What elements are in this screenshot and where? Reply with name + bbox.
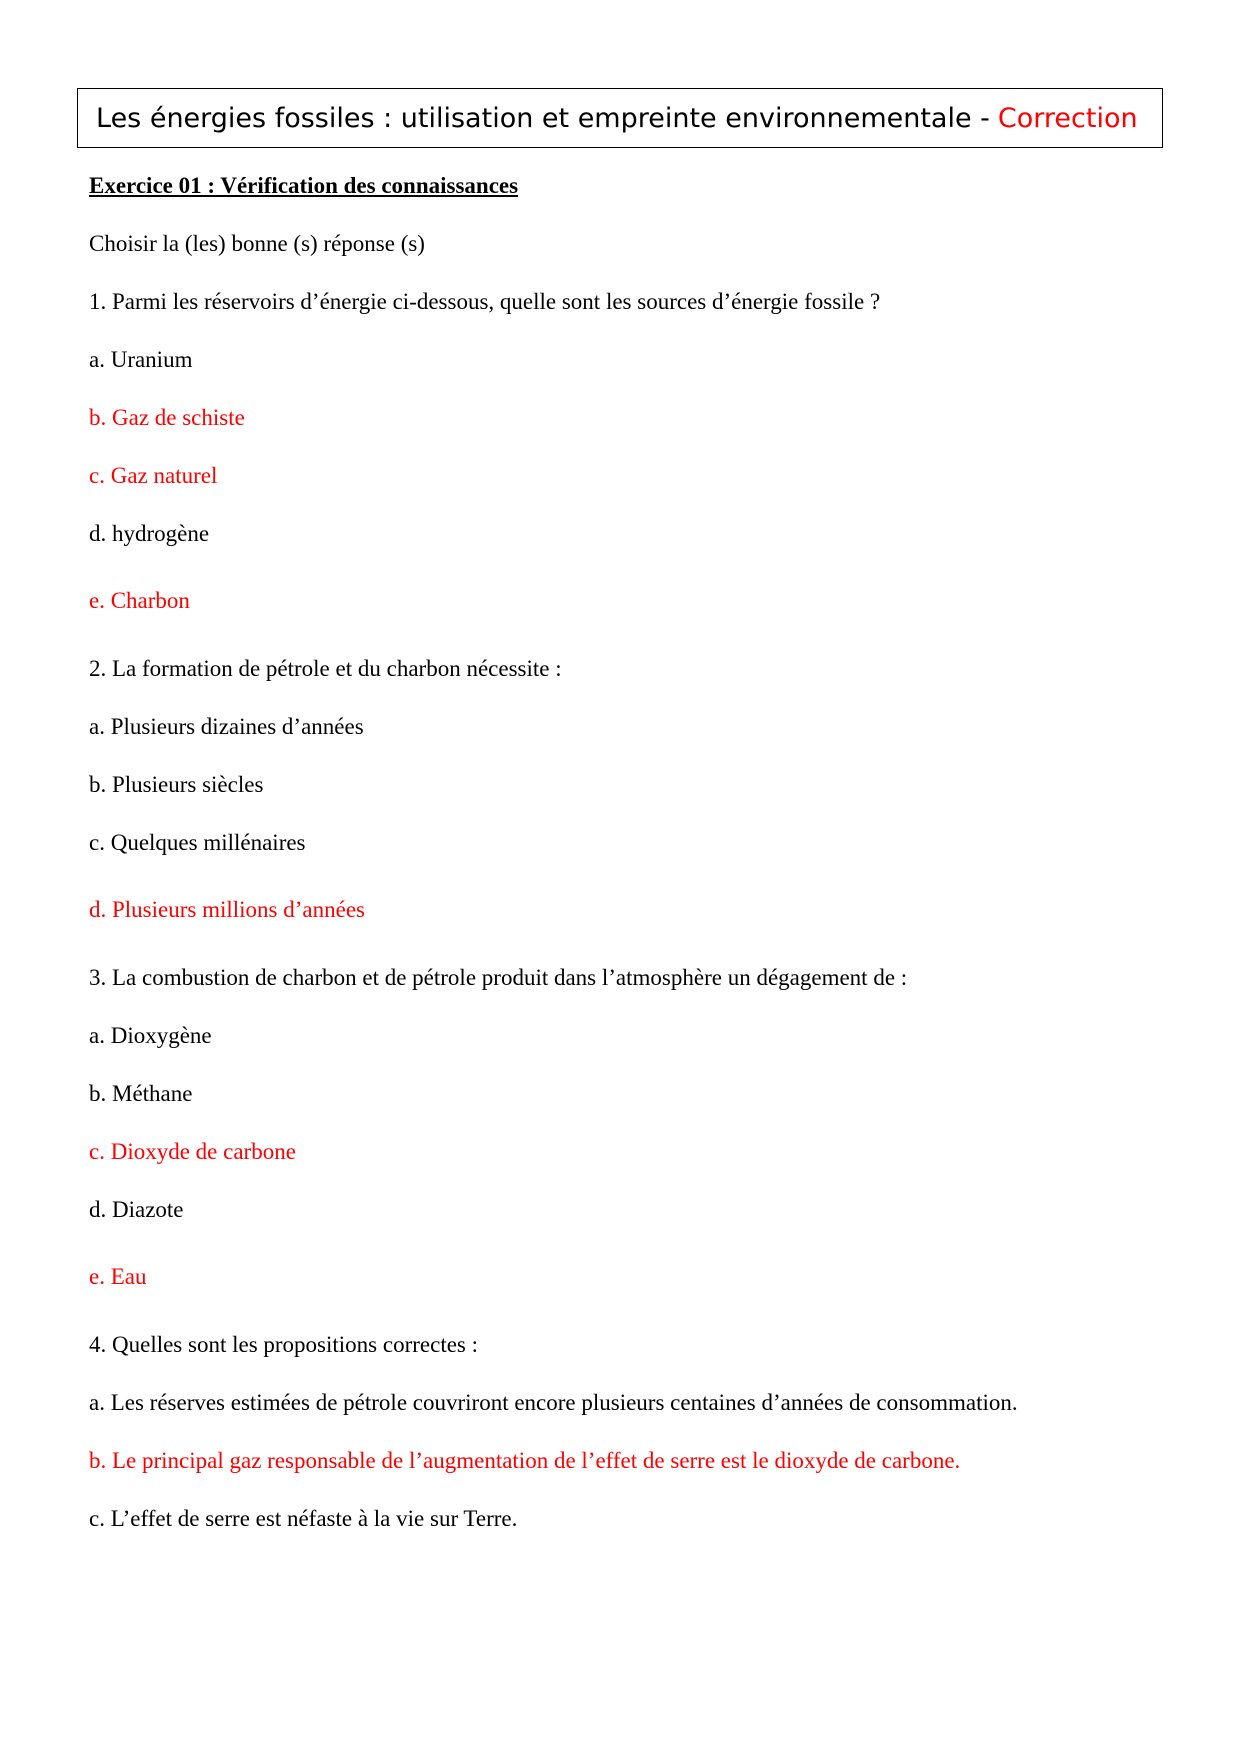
question-4: 4. Quelles sont les propositions correctes : [89, 1332, 479, 1357]
instruction: Choisir la (les) bonne (s) réponse (s) [89, 231, 425, 256]
question-4-option-a: a. Les réserves estimées de pétrole couvriront encore plusieurs centaines d’années de consommation. [89, 1390, 1018, 1415]
question-1: 1. Parmi les réservoirs d’énergie ci-dessous, quelle sont les sources d’énergie fossile ? [89, 289, 881, 314]
question-2-option-c: c. Quelques millénaires [89, 830, 306, 855]
question-1-option-d: d. hydrogène [89, 521, 210, 546]
question-3-option-b: b. Méthane [89, 1081, 193, 1106]
question-2-option-a: a. Plusieurs dizaines d’années [89, 714, 364, 739]
question-1-option-c: c. Gaz naturel [89, 463, 218, 488]
question-4-option-c: c. L’effet de serre est néfaste à la vie sur Terre. [89, 1506, 518, 1531]
exercise-heading: Exercice 01 : Vérification des connaissances [89, 173, 519, 198]
question-4-option-b: b. Le principal gaz responsable de l’augmentation de l’effet de serre est le dioxyde de carbone. [89, 1448, 961, 1473]
document-title [77, 88, 1163, 148]
question-1-option-e: e. Charbon [89, 588, 190, 613]
question-3-option-c: c. Dioxyde de carbone [89, 1139, 296, 1164]
title-text: Les énergies fossiles : utilisation et empreinte environnementale - [96, 102, 990, 134]
question-3: 3. La combustion de charbon et de pétrole produit dans l’atmosphère un dégagement de : [89, 965, 908, 990]
question-1-option-a: a. Uranium [89, 347, 193, 372]
question-2-option-d: d. Plusieurs millions d’années [89, 897, 365, 922]
question-2: 2. La formation de pétrole et du charbon nécessite : [89, 656, 562, 681]
question-3-option-e: e. Eau [89, 1264, 147, 1289]
question-1-option-b: b. Gaz de schiste [89, 405, 245, 430]
question-3-option-d: d. Diazote [89, 1197, 184, 1222]
question-3-option-a: a. Dioxygène [89, 1023, 212, 1048]
correction-label: Correction [997, 102, 1138, 134]
question-2-option-b: b. Plusieurs siècles [89, 772, 264, 797]
